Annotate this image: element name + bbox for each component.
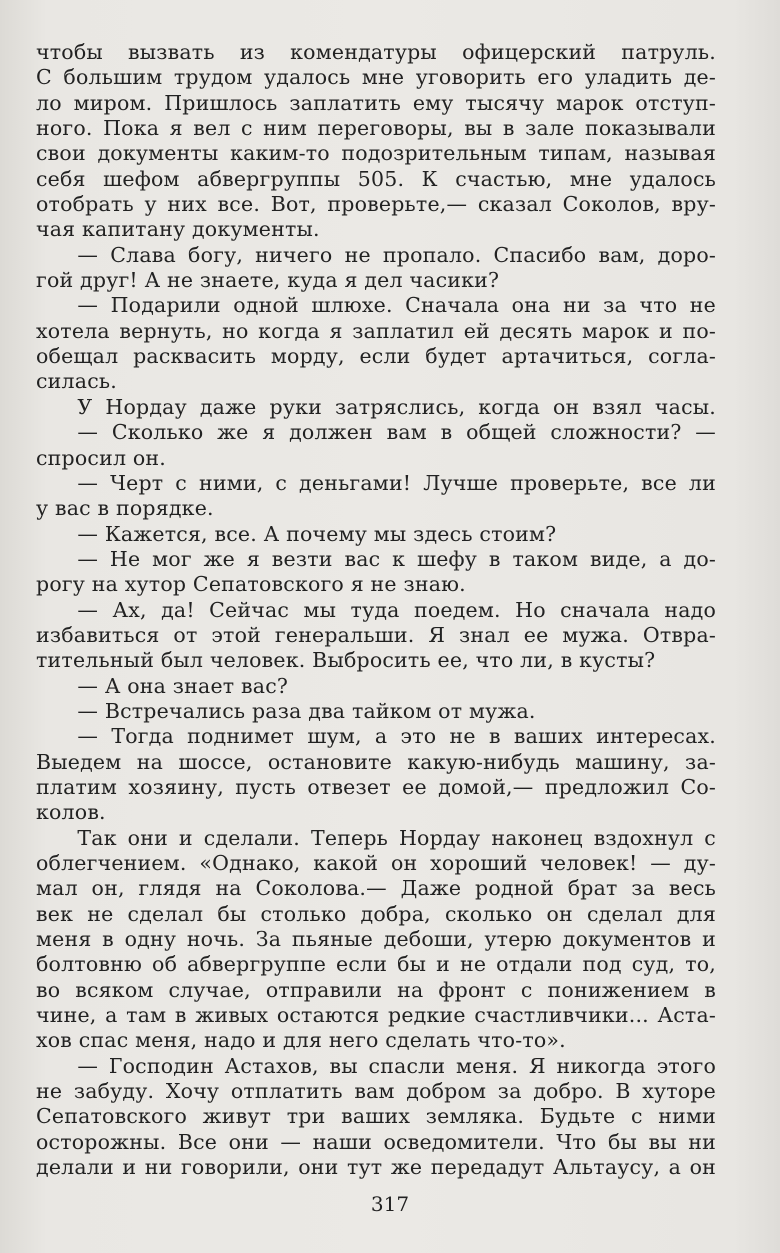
text-line: не забуду. Хочу отплатить вам добром за добро. В хуторе (36, 1079, 716, 1104)
text-line: — Тогда поднимет шум, а это не в ваших интересах. (36, 724, 716, 749)
text-line: тительный был человек. Выбросить ее, что ли, в кусты? (36, 648, 656, 673)
text-line: У Нордау даже руки затряслись, когда он взял часы. (36, 394, 716, 419)
text-line: хов спас меня, надо и для него сделать что-то». (36, 1028, 566, 1053)
text-line: обещал расквасить морду, если будет артачиться, согла- (36, 344, 716, 369)
text-line: С большим трудом удалось мне уговорить его уладить де- (36, 65, 716, 90)
text-line: чая капитану документы. (36, 217, 320, 242)
text-line: мал он, глядя на Соколова.— Даже родной брат за весь (36, 876, 716, 901)
text-line: Так они и сделали. Теперь Нордау наконец вздохнул с (36, 825, 716, 850)
text-line: меня в одну ночь. За пьяные дебоши, утерю документов и (36, 927, 716, 952)
text-line: чине, а там в живых остаются редкие счастливчики... Аста- (36, 1003, 716, 1028)
text-line: делали и ни говорили, они тут же передадут Альтаусу, а он (36, 1155, 716, 1180)
text-line: болтовню об абвергруппе если бы и не отдали под суд, то, (36, 952, 716, 977)
text-line: гой друг! А не знаете, куда я дел часики? (36, 268, 500, 293)
text-line: у вас в порядке. (36, 496, 214, 521)
text-line: осторожны. Все они — наши осведомители. Что бы вы ни (36, 1129, 716, 1154)
text-line: рогу на хутор Сепатовского я не знаю. (36, 572, 466, 597)
text-line: силась. (36, 369, 117, 394)
text-line: чтобы вызвать из комендатуры офицерский патруль. (36, 40, 716, 64)
body-text (36, 40, 716, 1180)
text-line: Сепатовского живут три ваших земляка. Будьте с ними (36, 1104, 716, 1129)
text-line: во всяком случае, отправили на фронт с понижением в (36, 977, 716, 1002)
text-line: — Слава богу, ничего не пропало. Спасибо вам, доро- (36, 242, 716, 267)
text-line: свои документы каким-то подозрительным типам, называя (36, 141, 716, 166)
text-line: — Не мог же я везти вас к шефу в таком виде, а до- (36, 546, 716, 571)
text-line: ло миром. Пришлось заплатить ему тысячу марок отступ- (36, 90, 716, 115)
text-line: Выедем на шоссе, остановите какую-нибудь машину, за- (36, 749, 716, 774)
text-line: — Сколько же я должен вам в общей сложности? — (36, 420, 716, 445)
text-line: — Черт с ними, с деньгами! Лучше проверьте, все ли (36, 470, 716, 495)
text-line: — Подарили одной шлюхе. Сначала она ни за что не (36, 293, 716, 318)
page-number: 317 (370, 1192, 410, 1216)
text-line: — Ах, да! Сейчас мы туда поедем. Но сначала надо (36, 597, 716, 622)
text-line: платим хозяину, пусть отвезет ее домой,— предложил Со- (36, 774, 716, 799)
text-line: — Встречались раза два тайком от мужа. (36, 698, 536, 723)
text-line: ного. Пока я вел с ним переговоры, вы в зале показывали (36, 116, 716, 141)
text-line: спросил он. (36, 445, 167, 470)
text-line: колов. (36, 800, 106, 825)
text-line: избавиться от этой генеральши. Я знал ее мужа. Отвра- (36, 622, 716, 647)
text-line: — А она знает вас? (36, 673, 289, 698)
text-line: отобрать у них все. Вот, проверьте,— сказал Соколов, вру- (36, 192, 716, 217)
text-line: — Господин Астахов, вы спасли меня. Я никогда этого (36, 1053, 716, 1078)
text-line: век не сделал бы столько добра, сколько он сделал для (36, 901, 716, 926)
text-line: — Кажется, все. А почему мы здесь стоим? (36, 521, 557, 546)
text-line: хотела вернуть, но когда я заплатил ей десять марок и по- (36, 318, 716, 343)
text-line: облегчением. «Однако, какой он хороший человек! — ду- (36, 851, 716, 875)
text-line: себя шефом абвергруппы 505. К счастью, мне удалось (36, 166, 716, 191)
